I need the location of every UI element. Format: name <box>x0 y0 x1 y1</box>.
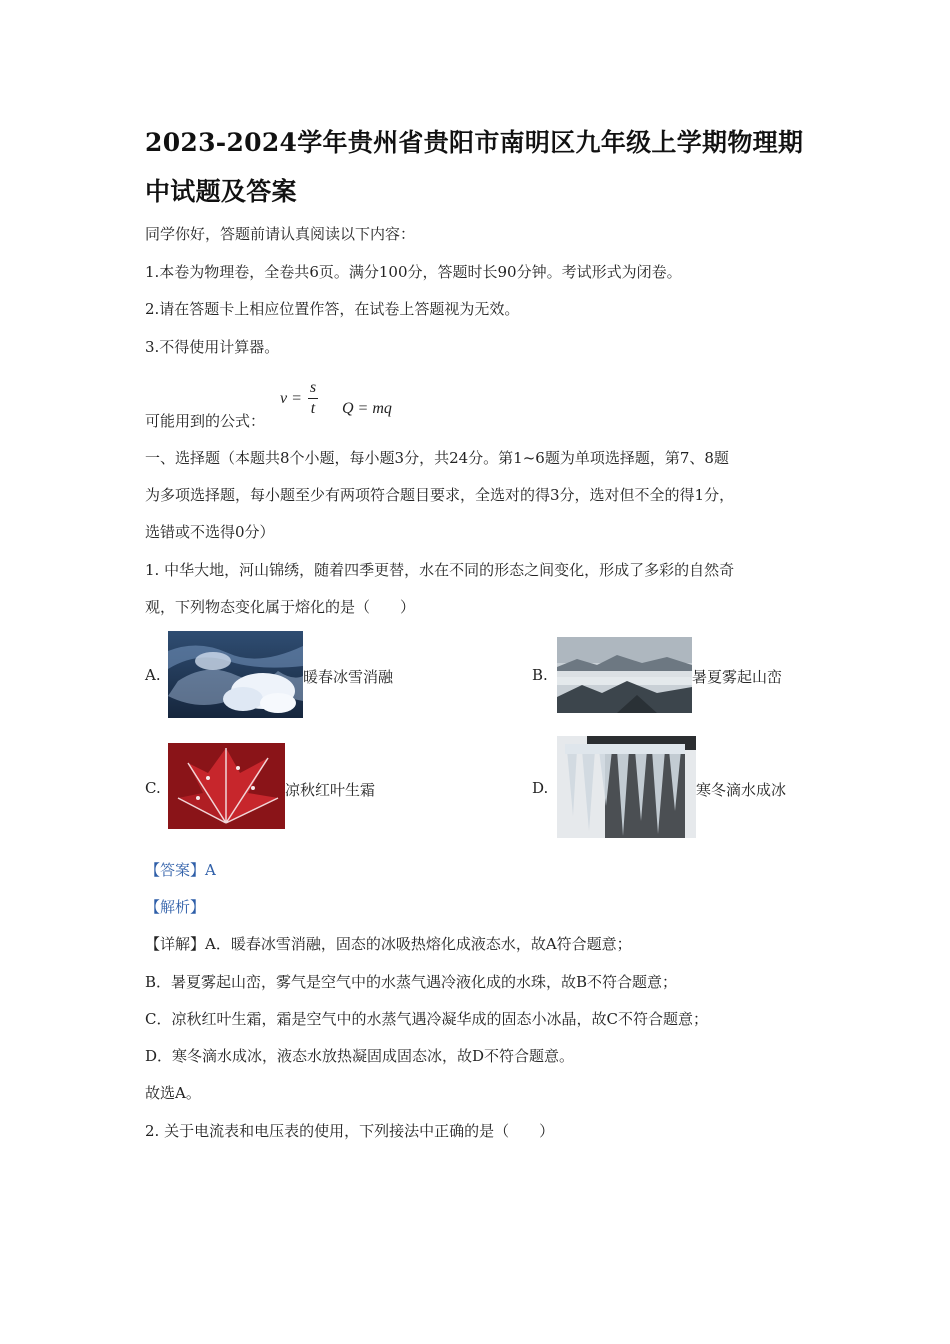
detail-line-1: 【详解】A．暖春冰雪消融，固态的冰吸热熔化成液态水，故A符合题意； <box>145 935 632 953</box>
rule-1: 1.本卷为物理卷，全卷共6页。满分100分，答题时长90分钟。考试形式为闭卷。 <box>145 263 682 281</box>
intro-text: 同学你好，答题前请认真阅读以下内容： <box>145 225 416 243</box>
option-d-text: 寒冬滴水成冰 <box>696 781 787 799</box>
formula-numerator: s <box>308 378 318 399</box>
detail-line-4: D．寒冬滴水成冰，液态水放热凝固成固态冰，故D不符合题意。 <box>145 1047 575 1065</box>
option-c-text: 凉秋红叶生霜 <box>285 781 376 799</box>
detail-line-5: 故选A。 <box>145 1084 201 1102</box>
rule-2: 2.请在答题卡上相应位置作答，在试卷上答题视为无效。 <box>145 300 520 318</box>
detail-line-3: C．凉秋红叶生霜，霜是空气中的水蒸气遇冷凝华成的固态小冰晶，故C不符合题意； <box>145 1010 708 1028</box>
frosted-red-leaf-photo <box>168 743 285 829</box>
option-a-letter: A. <box>145 666 161 684</box>
detail-line-2: B．暑夏雾起山峦，雾气是空气中的水蒸气遇冷液化成的水珠，故B不符合题意； <box>145 973 678 991</box>
option-b-text: 暑夏雾起山峦 <box>692 668 783 686</box>
formula-fraction <box>308 378 318 419</box>
mountain-fog-photo <box>557 637 692 713</box>
document-title: 2023-2024学年贵州省贵阳市南明区九年级上学期物理期中试题及答案 <box>145 128 804 206</box>
q1-stem-line-2: 观，下列物态变化属于熔化的是（ ） <box>145 598 416 616</box>
melting-snow-photo <box>168 631 303 718</box>
option-d-letter: D. <box>532 779 549 797</box>
formula-block <box>280 378 392 419</box>
option-b-letter: B. <box>532 666 548 684</box>
icicles-photo <box>557 736 696 838</box>
formula-heat: Q = mq <box>342 400 392 417</box>
option-c-letter: C. <box>145 779 161 797</box>
q2-stem: 2. 关于电流表和电压表的使用，下列接法中正确的是（ ） <box>145 1122 555 1140</box>
section-line-3: 选错或不选得0分） <box>145 523 275 541</box>
formula-denominator: t <box>310 400 316 417</box>
option-a-text: 暖春冰雪消融 <box>303 668 394 686</box>
rule-3: 3.不得使用计算器。 <box>145 338 280 356</box>
analysis-label: 【解析】 <box>145 898 206 916</box>
formula-v: v <box>280 389 288 407</box>
formula-label: 可能用到的公式： <box>145 412 266 430</box>
section-line-1: 一、选择题（本题共8个小题，每小题3分，共24分。第1~6题为单项选择题，第7、8题 <box>145 449 729 467</box>
section-line-2: 为多项选择题，每小题至少有两项符合题目要求，全选对的得3分，选对但不全的得1分， <box>145 486 735 504</box>
q1-stem-line-1: 1. 中华大地，河山锦绣，随着四季更替，水在不同的形态之间变化，形成了多彩的自然奇 <box>145 561 735 579</box>
answer-label: 【答案】A <box>145 861 216 879</box>
formula-equals: = <box>291 389 302 407</box>
